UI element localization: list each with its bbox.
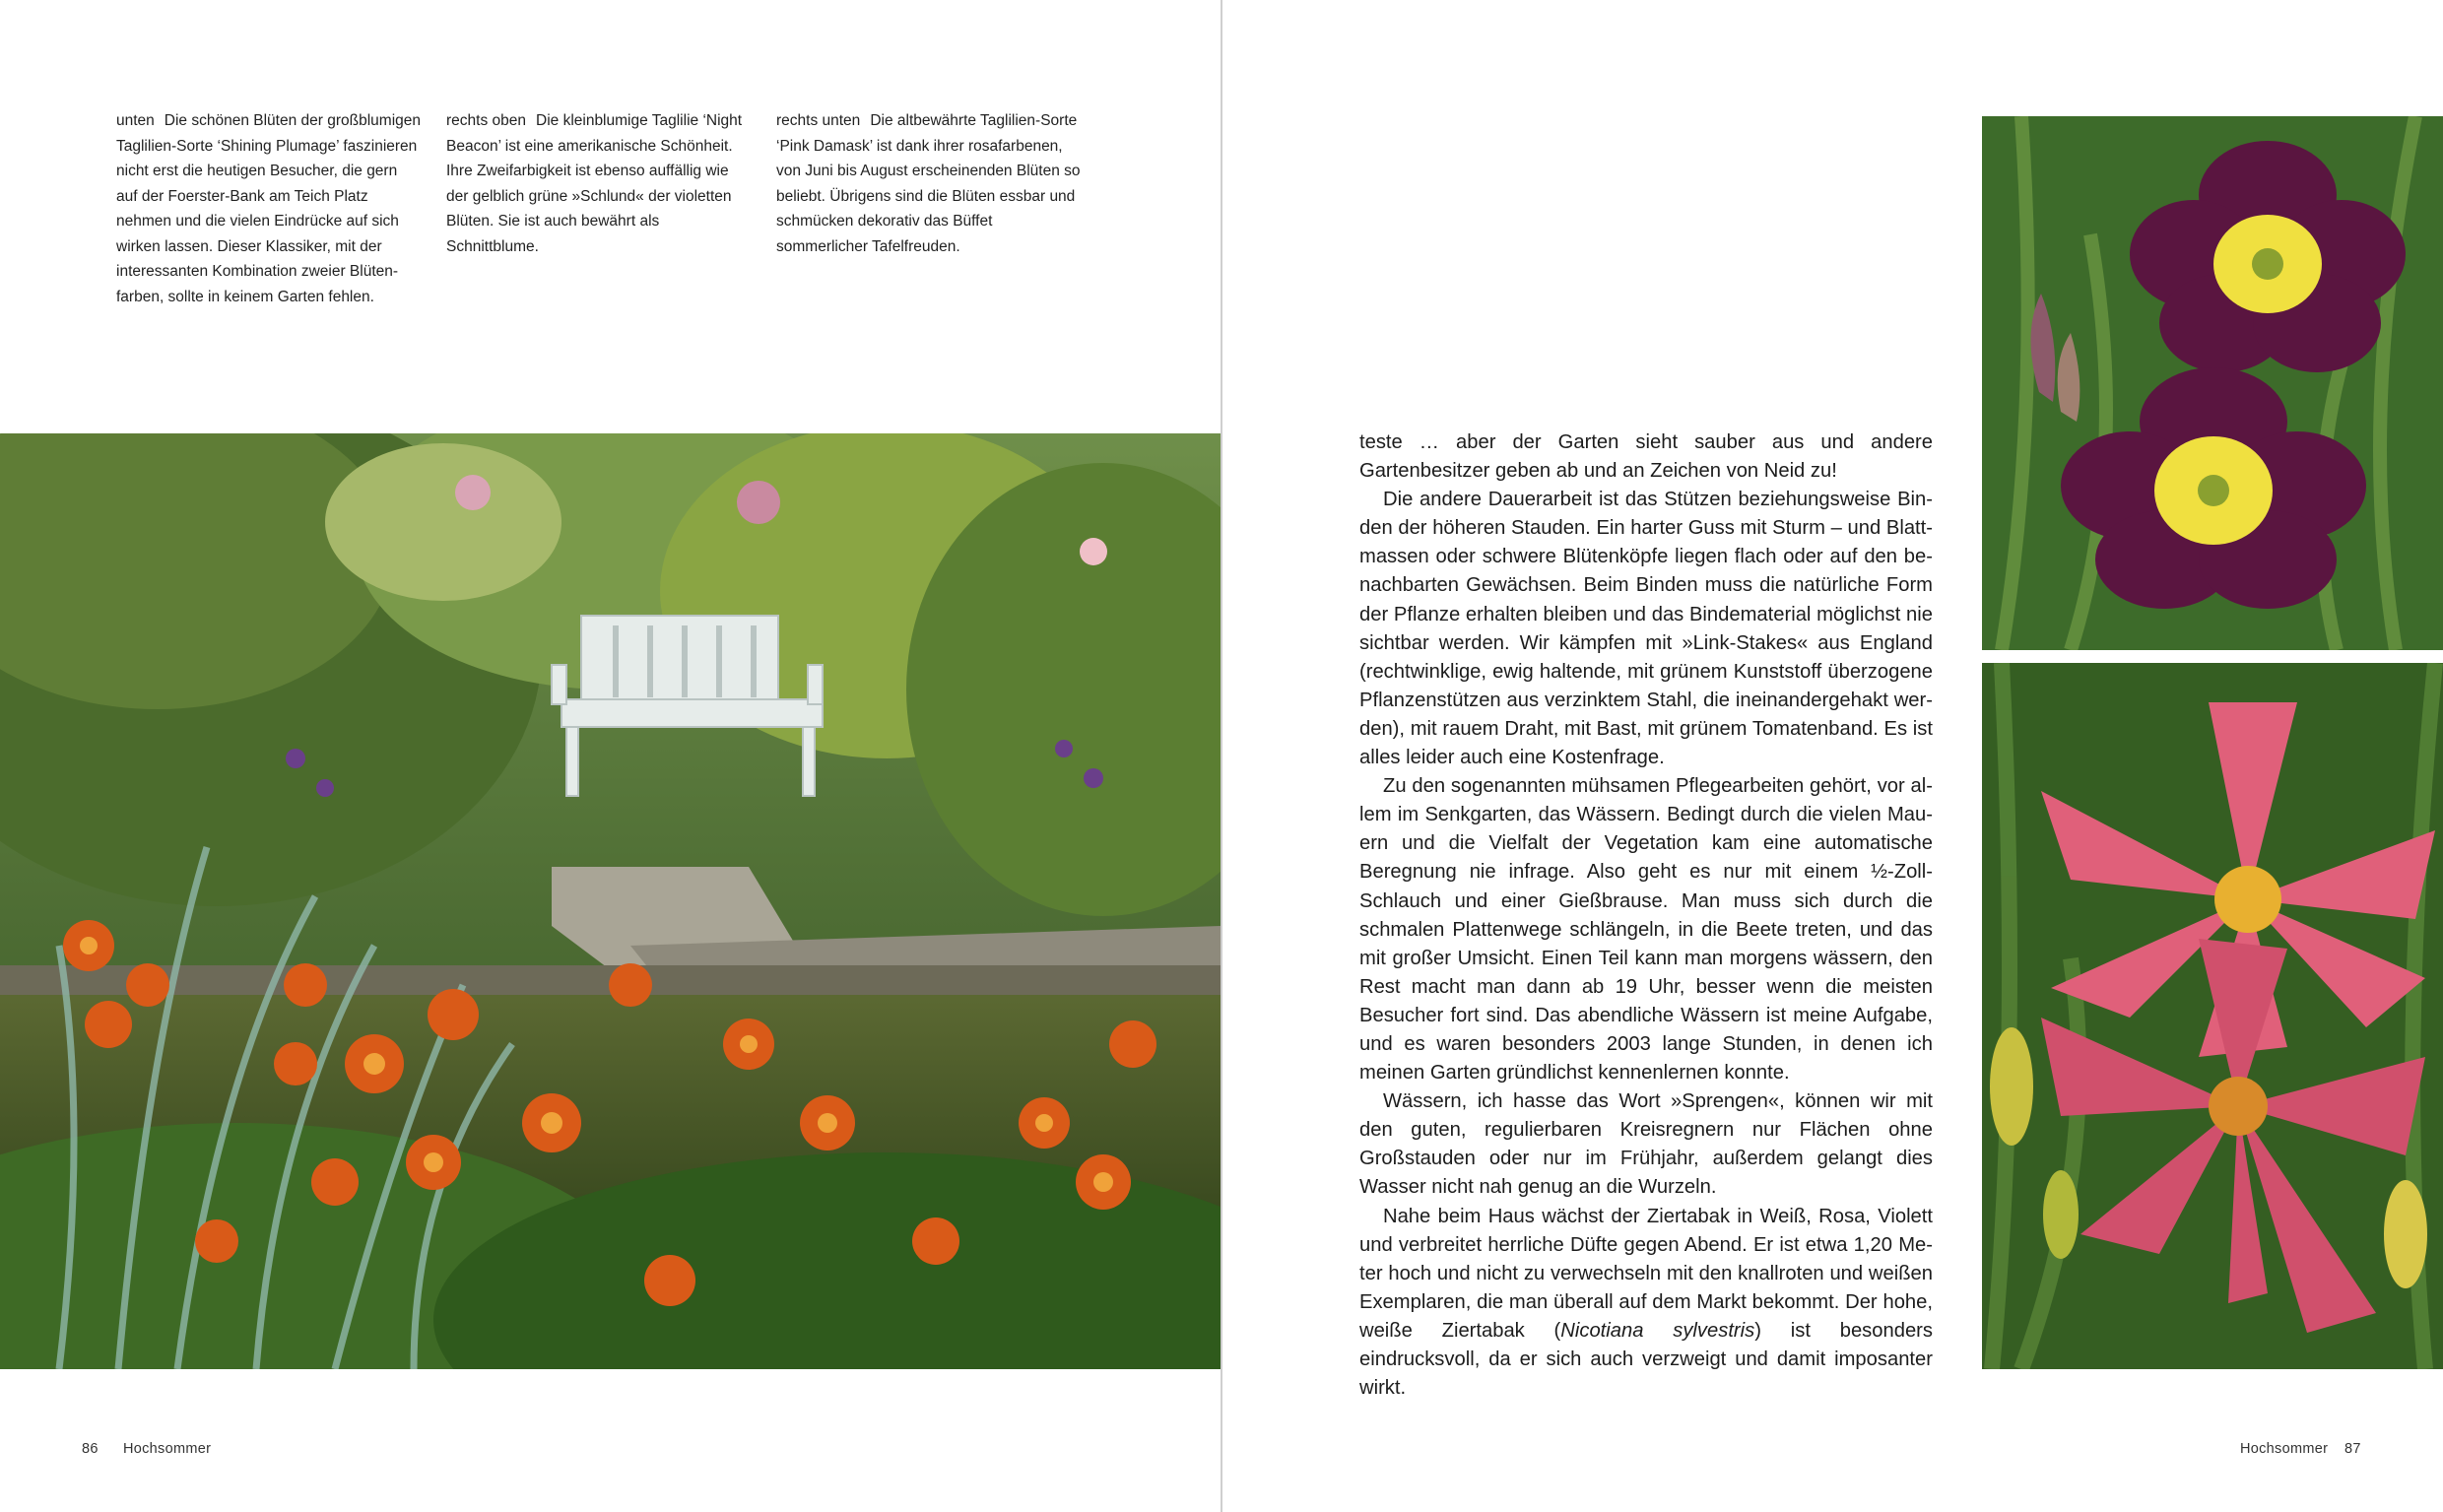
garden-pond-bench-photo: [0, 433, 1221, 1369]
running-head-left: Hochsommer: [123, 1441, 212, 1457]
botanical-name: Nicotiana sylvestris: [1560, 1319, 1755, 1342]
caption-rechts-oben: [446, 108, 752, 259]
caption-text: Die kleinblumige Taglilie ‘Night Beacon’ ist eine amerikanische Schönheit. Ihre Zweifarbigkeit ist ebenso auffällig wie der gelblich grüne »Schlund« der violetten Blüten. Sie ist auch bewährt als Schnittblume.: [446, 112, 743, 255]
caption-text: Die schönen Blüten der großblumigen Taglilien-Sorte ‘Shining Plumage’ faszinieren nicht erst die heutigen Besucher, die gern auf der Foerster-Bank am Teich Platz nehmen und die vielen Eindrücke auf sich wirken lassen. Dieser Klassiker, mit der interessanten Kombination zweier Blütenfarben, sollte in keinem Garten fehlen.: [116, 112, 422, 305]
body-paragraph: teste … aber der Garten sieht sauber aus und andere Gartenbesitzer geben ab und an Zeichen von Neid zu!: [1359, 431, 1933, 483]
daylily-night-beacon-photo: [1982, 116, 2443, 650]
body-paragraph: [1359, 1203, 1933, 1404]
caption-rechts-unten: [776, 108, 1082, 259]
page-number-right: 87: [2344, 1441, 2361, 1457]
daylily-pink-damask-photo: [1982, 663, 2443, 1369]
body-paragraph: Die andere Dauerarbeit ist das Stützen beziehungsweise Binden der höheren Stauden. Ein harter Guss mit Sturm – und Blattmassen oder schwere Blütenköpfe liegen flach oder auf den benachbarten Gewächsen. Beim Binden muss die natürliche Form der Pflanze erhalten bleiben und das Bindematerial möglichst nie sichtbar werden. Wir kämpfen mit »Link-Stakes« aus England (rechtwinklige, ewig haltende, mit grünem Kunststoff überzogene Pflanzenstützen aus verzinktem Stahl, die ineinandergehakt werden), mit rauem Draht, mit Bast, mit grünem Tomatenband. Es ist alles leider auch eine Kostenfrage.: [1359, 489, 1933, 769]
main-body-text: [1359, 428, 1933, 1403]
caption-unten: [116, 108, 422, 309]
caption-text: Die altbewährte Taglilien-Sorte ‘Pink Damask’ ist dank ihrer rosafarbenen, von Juni bis August erscheinenden Blüten so beliebt. Übrigens sind die Blüten essbar und schmücken dekorativ das Büffet sommerlicher Tafelfreuden.: [776, 112, 1081, 255]
body-text-run: ) ist besonders eindrucksvoll, da er sich auch verzweigt und damit imposanter wirkt.: [1359, 1319, 1933, 1400]
page-number-left: 86: [82, 1441, 99, 1457]
running-head-right: Hochsommer: [2240, 1441, 2329, 1457]
caption-label: rechts unten: [776, 112, 861, 129]
caption-label: rechts oben: [446, 112, 526, 129]
body-text-run: Nahe beim Haus wächst der Ziertabak in Weiß, Rosa, Violett und verbreitet herrliche Düfte gegen Abend. Er ist etwa 1,20 Meter hoch und nicht zu verwechseln mit den knallroten und weißen Exemplaren, die man überall auf dem Markt bekommt. Der hohe, weiße Ziertabak (: [1359, 1205, 1933, 1342]
body-paragraph: Zu den sogenannten mühsamen Pflegearbeiten gehört, vor allem im Senkgarten, das Wässern. Bedingt durch die vielen Mauern und die Vielfalt der Vegetation kam eine automatische Beregnung nie infrage. Also geht es nur mit einem ½-Zoll-Schlauch und einer Gießbrause. Man muss sich durch die schmalen Plattenwege schlängeln, in die Beete treten, und das mit großer Umsicht. Einen Teil kann man morgens wässern, den Rest macht man dann ab 19 Uhr, besser wenn die meisten Besucher fort sind. Das abendliche Wässern ist meine Aufgabe, und es waren besonders 2003 lange Stunden, in denen ich meinen Garten gründlichst kennenlernen konnte.: [1359, 775, 1933, 1085]
caption-label: unten: [116, 112, 155, 129]
body-paragraph: Wässern, ich hasse das Wort »Sprengen«, können wir mit den guten, regulierbaren Kreisregnern nur Flächen ohne Großstauden oder nur im Frühjahr, außerdem gelangt dies Wasser nicht nah genug an die Wurzeln.: [1359, 1090, 1933, 1199]
